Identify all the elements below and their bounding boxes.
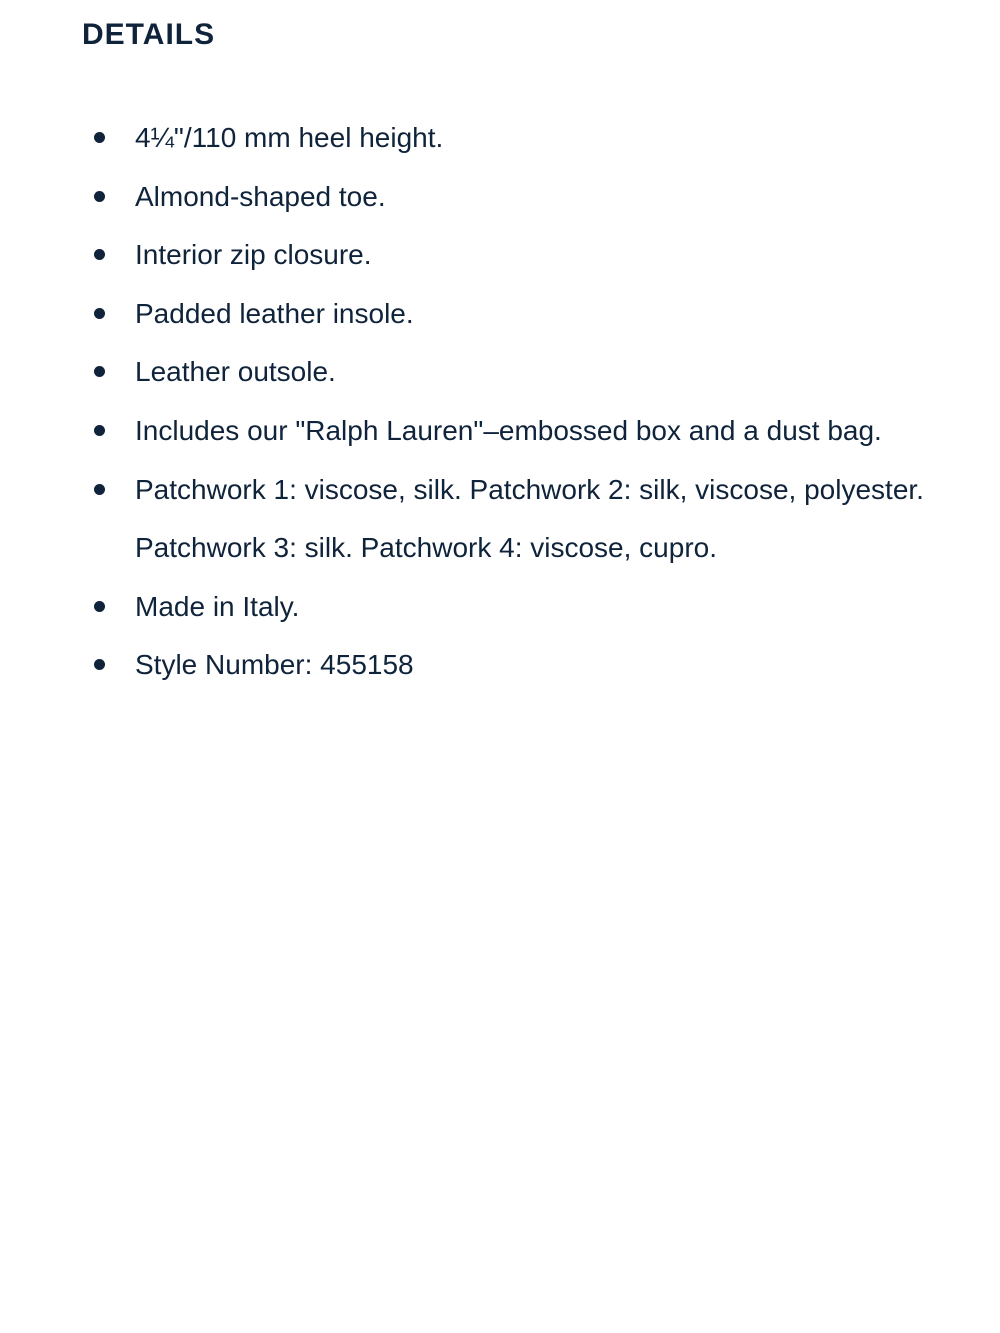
bullet-icon	[94, 191, 105, 202]
detail-item-text: Style Number: 455158	[135, 649, 414, 681]
detail-item-outsole	[0, 343, 1000, 402]
bullet-icon	[94, 659, 105, 670]
detail-item-insole	[0, 285, 1000, 344]
bullet-icon	[94, 132, 105, 143]
detail-item-text: Patchwork 1: viscose, silk. Patchwork 2: silk, viscose, polyester. Patchwork 3: silk. Patchwork 4: viscose, cupro.	[135, 473, 924, 564]
detail-item-text: Almond-shaped toe.	[135, 180, 386, 212]
bullet-icon	[94, 366, 105, 377]
detail-item-closure	[0, 226, 1000, 285]
details-heading: DETAILS	[82, 18, 216, 51]
bullet-icon	[94, 425, 105, 436]
bullet-icon	[94, 308, 105, 319]
detail-item-materials	[0, 461, 1000, 578]
detail-item-text: Leather outsole.	[135, 356, 336, 388]
detail-item-text: Includes our "Ralph Lauren"–embossed box and a dust bag.	[135, 414, 882, 446]
detail-item-origin	[0, 578, 1000, 637]
detail-item-text: Padded leather insole.	[135, 297, 414, 329]
details-list	[0, 109, 1000, 695]
detail-item-text: Made in Italy.	[135, 590, 300, 622]
detail-item-toe-shape	[0, 168, 1000, 227]
detail-item-style-number	[0, 636, 1000, 695]
bullet-icon	[94, 484, 105, 495]
detail-item-text: Interior zip closure.	[135, 239, 372, 271]
detail-item-heel-height	[0, 109, 1000, 168]
detail-item-text: 4¼"/110 mm heel height.	[135, 122, 444, 153]
bullet-icon	[94, 249, 105, 260]
bullet-icon	[94, 601, 105, 612]
detail-item-packaging	[0, 402, 1000, 461]
